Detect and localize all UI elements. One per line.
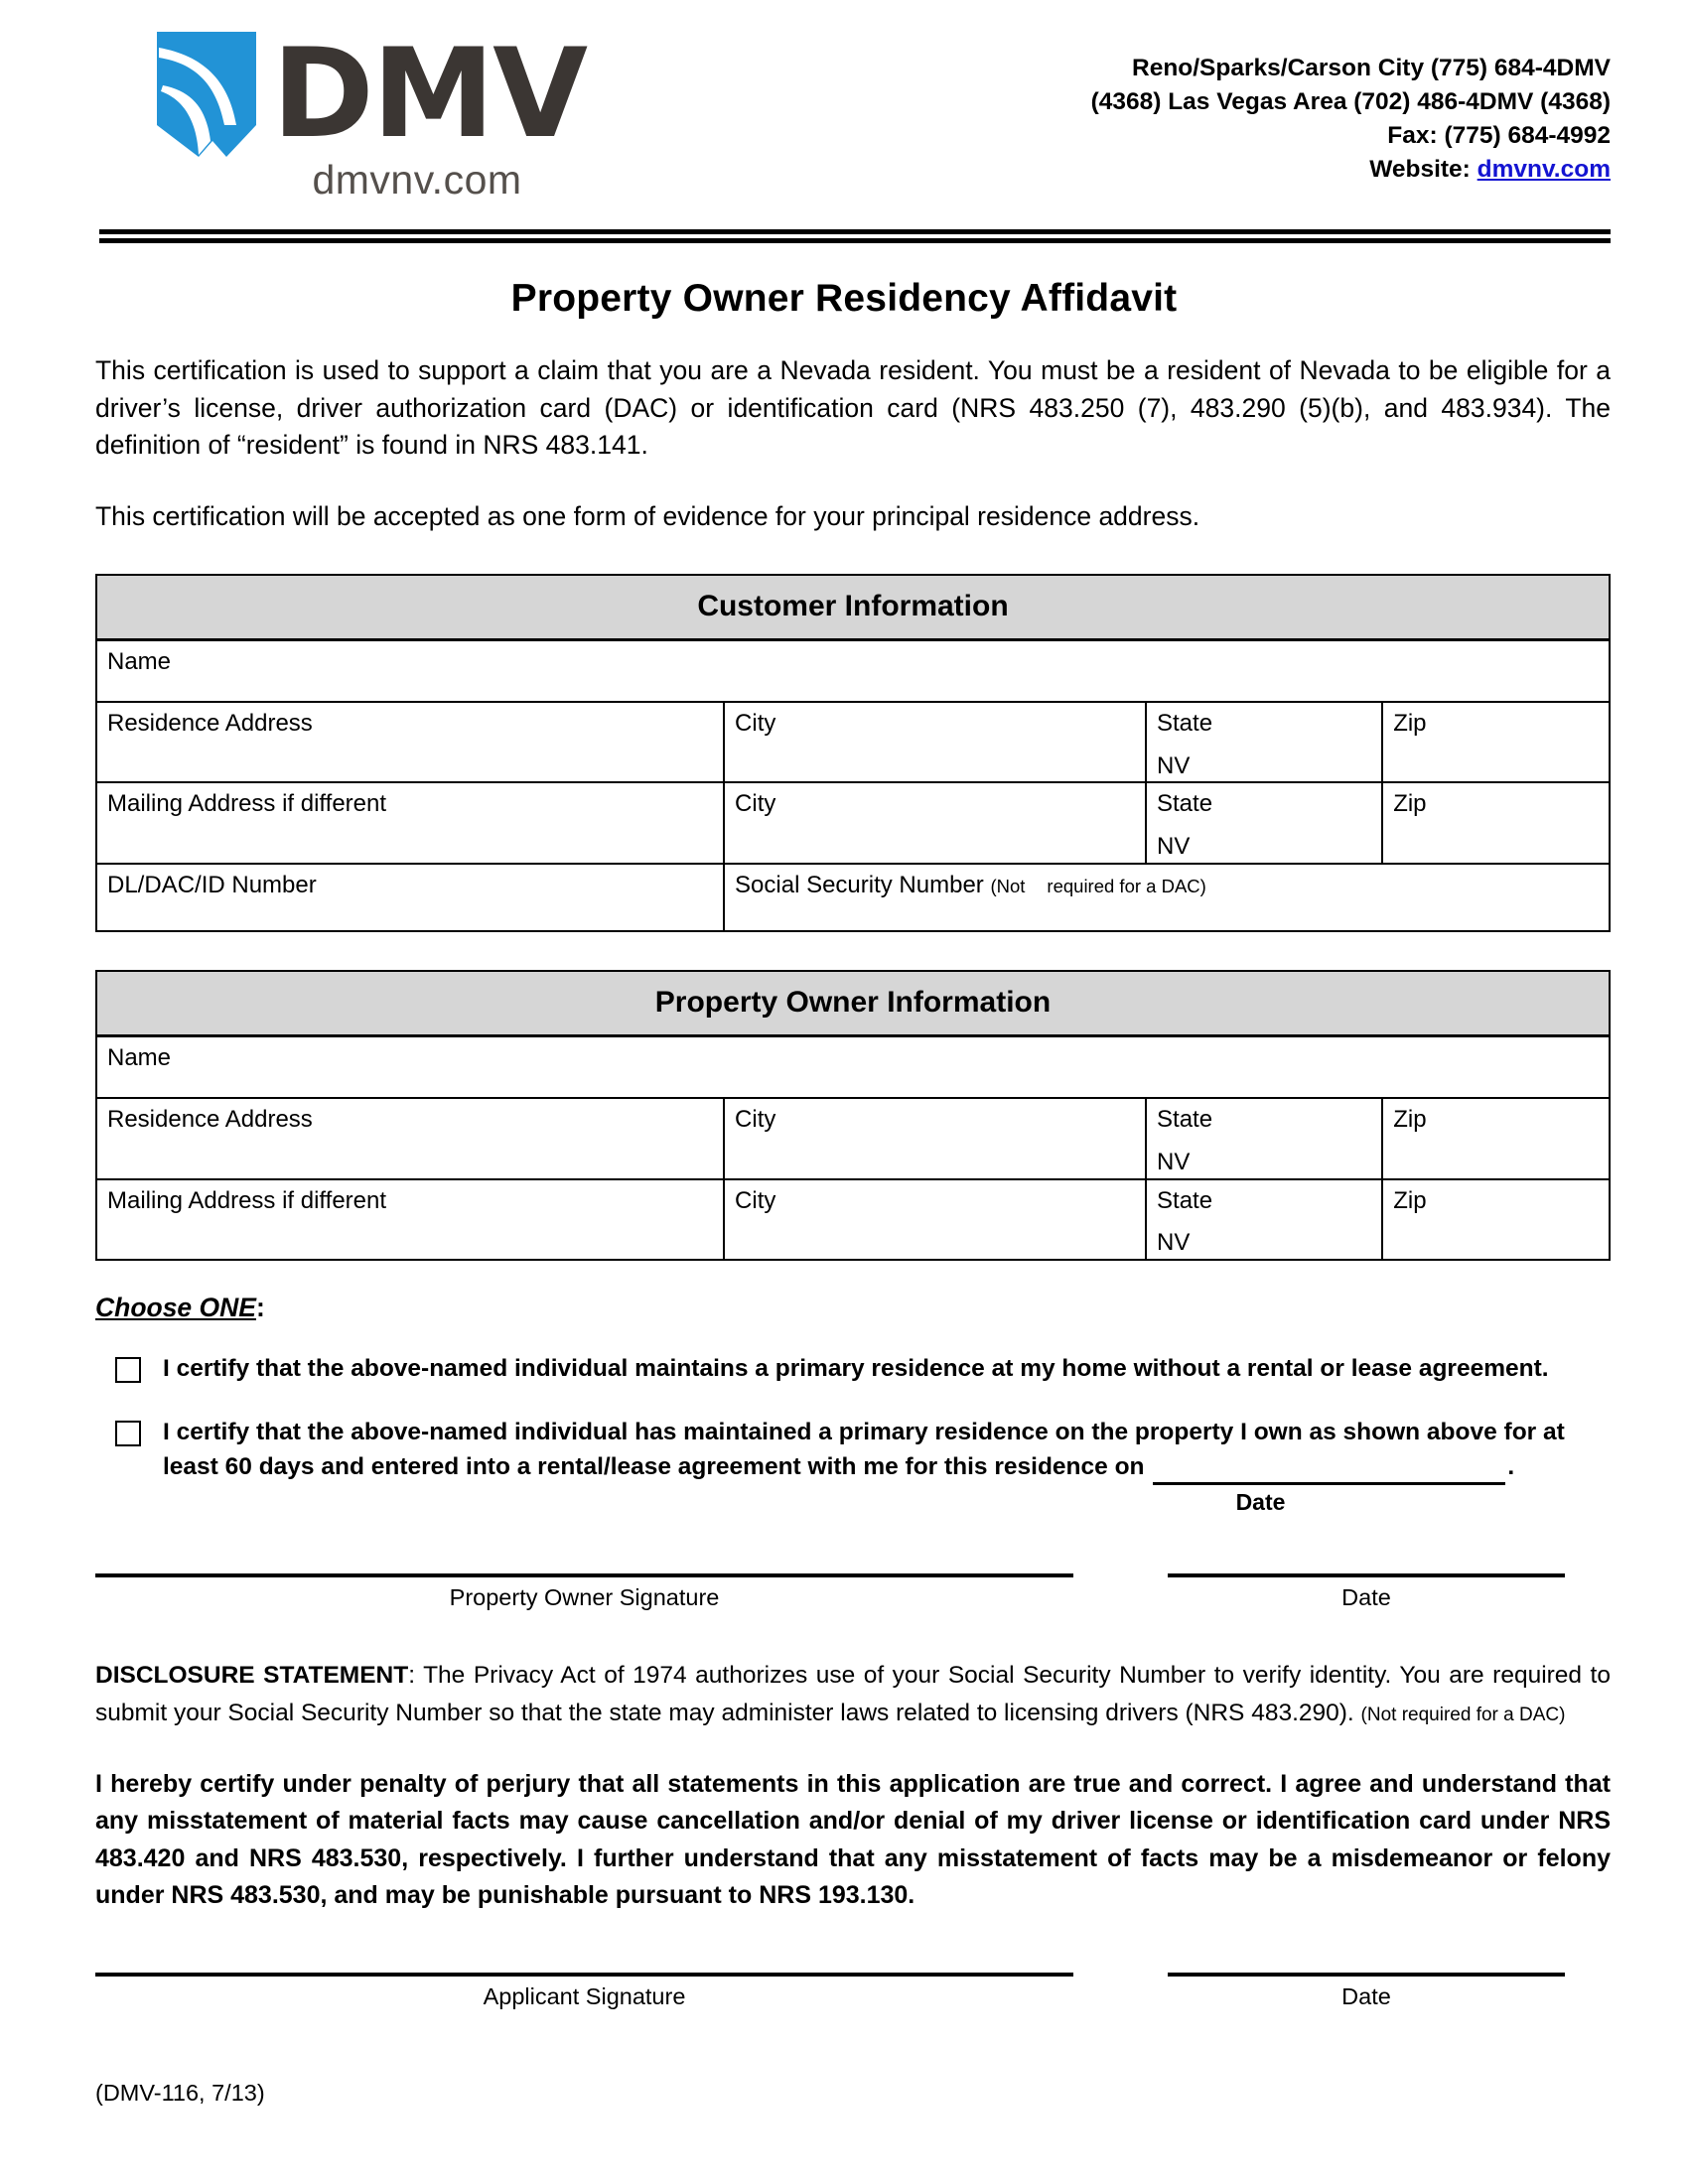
dmv-logo: [91, 23, 647, 204]
owner-date-block: [1168, 1573, 1565, 1611]
intro-paragraph-1: This certification is used to support a claim that you are a Nevada resident. You must be a resident of Nevada to be eligible for a driver’s license, driver authorization card (DAC) or identification card (NRS 483.250 (7), 483.290 (5)(b), and 483.934). The definition of “resident” is found in NRS 483.141.: [95, 355, 1611, 461]
certify-option-1[interactable]: [95, 1351, 1611, 1387]
owner-signature-block: [95, 1573, 1073, 1611]
state-value: NV: [1157, 833, 1191, 861]
customer-residence-zip-field[interactable]: Zip: [1382, 702, 1610, 782]
table-row: [96, 702, 1610, 782]
logo-subtext: dmvnv.com: [312, 157, 522, 203]
checkbox-option-1[interactable]: [115, 1357, 141, 1383]
owner-signature-line[interactable]: [95, 1573, 1073, 1577]
customer-section-heading: Customer Information: [96, 575, 1610, 640]
applicant-signature-block: [95, 1973, 1073, 2010]
certify-option-2-lead: I certify that the above-named individual has maintained a primary residence on the property I own as shown above for at least 60 days and entered into a rental/lease agreement with me for this residence on: [163, 1418, 1565, 1481]
customer-ssn-field[interactable]: [724, 864, 1610, 931]
table-row: [96, 782, 1610, 863]
signature-gap: [1073, 1573, 1168, 1611]
page-title: Property Owner Residency Affidavit: [510, 277, 1178, 320]
certify-option-2-text: [163, 1415, 1611, 1485]
owner-residence-city-field[interactable]: City: [724, 1098, 1146, 1178]
state-value: NV: [1157, 1148, 1191, 1175]
lease-date-label: Date: [1235, 1488, 1286, 1515]
customer-residence-address-field[interactable]: Residence Address: [96, 702, 724, 782]
owner-residence-state-field[interactable]: [1146, 1098, 1382, 1178]
certify-option-2[interactable]: [95, 1415, 1611, 1485]
header-divider: [99, 229, 1611, 243]
website-link[interactable]: dmvnv.com: [1477, 156, 1611, 184]
ssn-note-a: (Not: [990, 875, 1026, 896]
nevada-road-icon: [153, 30, 260, 161]
customer-name-field[interactable]: Name: [96, 639, 1610, 702]
choose-one-heading: [95, 1293, 1611, 1323]
customer-information-table: [95, 574, 1611, 932]
logo-row: [153, 23, 587, 167]
form-number-footer: (DMV-116, 7/13): [95, 2080, 265, 2106]
applicant-date-label: Date: [1341, 1982, 1391, 2009]
table-row: [96, 639, 1610, 702]
contact-line-fax: Fax: (775) 684-4992: [1387, 122, 1611, 150]
property-owner-information-table: [95, 970, 1611, 1261]
table-row: [96, 575, 1610, 640]
state-value: NV: [1157, 1229, 1191, 1257]
state-label: State: [1157, 1106, 1213, 1134]
choose-one-label: Choose ONE: [95, 1293, 256, 1323]
ssn-note-b: required for a DAC): [1047, 875, 1206, 896]
owner-mailing-address-field[interactable]: Mailing Address if different: [96, 1179, 724, 1260]
choose-one-colon: :: [255, 1293, 265, 1323]
owner-name-field[interactable]: Name: [96, 1036, 1610, 1099]
certify-option-2-period: .: [1507, 1453, 1515, 1481]
disclosure-body: : The Privacy Act of 1974 authorizes use of your Social Security Number to verify identity. You are required to submit your Social Security Number so that the state may administer laws related to licensing drivers (NRS 483.290).: [95, 1661, 1611, 1726]
certify-option-1-text: I certify that the above-named individual maintains a primary residence at my home without a rental or lease agreement.: [163, 1355, 1549, 1383]
intro-paragraph-2: This certification will be accepted as one form of evidence for your principal residence address.: [95, 500, 1200, 531]
owner-date-label: Date: [1341, 1583, 1391, 1610]
customer-residence-city-field[interactable]: City: [724, 702, 1146, 782]
owner-signature-label: Property Owner Signature: [449, 1583, 720, 1610]
owner-residence-address-field[interactable]: Residence Address: [96, 1098, 724, 1178]
owner-mailing-state-field[interactable]: [1146, 1179, 1382, 1260]
customer-mailing-city-field[interactable]: City: [724, 782, 1146, 863]
signature-gap: [1073, 1973, 1168, 2010]
applicant-date-block: [1168, 1973, 1565, 2010]
customer-mailing-state-field[interactable]: [1146, 782, 1382, 863]
contact-line-lasvegas: (4368) Las Vegas Area (702) 486-4DMV (4368): [1090, 88, 1611, 116]
table-row: [96, 1179, 1610, 1260]
owner-date-line[interactable]: [1168, 1573, 1565, 1577]
disclosure-statement: [95, 1657, 1611, 1732]
owner-section-heading: Property Owner Information: [96, 971, 1610, 1036]
state-label: State: [1157, 709, 1213, 737]
owner-signature-row: [95, 1573, 1611, 1611]
checkbox-option-2[interactable]: [115, 1421, 141, 1446]
disclosure-lead: DISCLOSURE STATEMENT: [95, 1661, 409, 1689]
logo-wordmark: DMV: [271, 23, 587, 167]
lease-date-input[interactable]: [1153, 1460, 1505, 1485]
applicant-signature-label: Applicant Signature: [483, 1982, 686, 2009]
applicant-signature-line[interactable]: [95, 1973, 1073, 1977]
customer-mailing-zip-field[interactable]: Zip: [1382, 782, 1610, 863]
table-row: [96, 1036, 1610, 1099]
table-row: [96, 971, 1610, 1036]
contact-line-reno: Reno/Sparks/Carson City (775) 684-4DMV: [1132, 55, 1611, 81]
contact-line-website: [1091, 153, 1611, 187]
disclosure-tiny-note: (Not required for a DAC): [1360, 1704, 1566, 1725]
customer-mailing-address-field[interactable]: Mailing Address if different: [96, 782, 724, 863]
customer-residence-state-field[interactable]: [1146, 702, 1382, 782]
table-row: [96, 1098, 1610, 1178]
website-label: Website:: [1369, 156, 1477, 184]
applicant-signature-row: [95, 1973, 1611, 2010]
state-label: State: [1157, 1186, 1213, 1214]
page-header: [0, 0, 1688, 204]
owner-residence-zip-field[interactable]: Zip: [1382, 1098, 1610, 1178]
owner-mailing-city-field[interactable]: City: [724, 1179, 1146, 1260]
state-value: NV: [1157, 751, 1191, 779]
contact-info: [1091, 26, 1611, 187]
state-label: State: [1157, 790, 1213, 818]
certification-statement: I hereby certify under penalty of perjury that all statements in this application are true and correct. I agree and understand that any misstatement of material facts may cause cancellation and/or denial of my driver license or identification card under NRS 483.420 and NRS 483.530, respectively. I further understand that any misstatement of facts may be a misdemeanor or felony under NRS 483.530, and may be punishable pursuant to NRS 193.130.: [95, 1769, 1611, 1910]
owner-mailing-zip-field[interactable]: Zip: [1382, 1179, 1610, 1260]
form-content: [0, 352, 1688, 2010]
applicant-date-line[interactable]: [1168, 1973, 1565, 1977]
table-row: [96, 864, 1610, 931]
ssn-label: Social Security Number: [735, 871, 984, 898]
customer-dl-number-field[interactable]: DL/DAC/ID Number: [96, 864, 724, 931]
